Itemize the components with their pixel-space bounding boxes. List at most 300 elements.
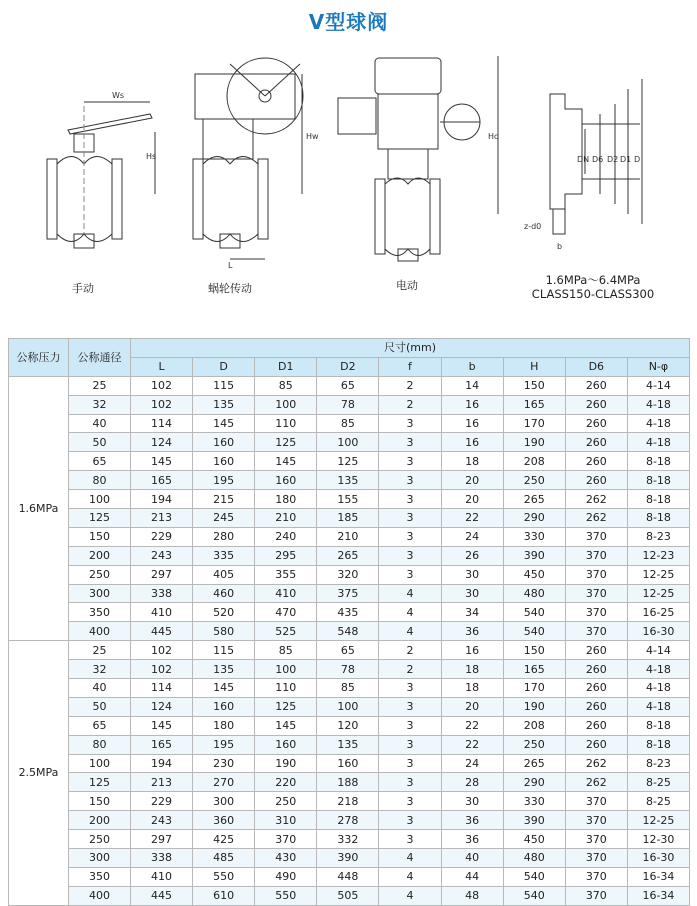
table-row	[9, 830, 690, 849]
caption-electric: 电动	[396, 279, 418, 292]
dimension-cell: 3	[379, 811, 441, 830]
nominal-diameter-cell: 150	[69, 527, 131, 546]
dimension-cell: 338	[131, 584, 193, 603]
nominal-diameter-cell: 300	[69, 849, 131, 868]
dimension-cell: 250	[503, 471, 565, 490]
dimension-cell: 44	[441, 867, 503, 886]
dimension-cell: 195	[193, 471, 255, 490]
dimension-cell: 16-25	[627, 603, 689, 622]
dimension-cell: 540	[503, 622, 565, 641]
dimension-cell: 2	[379, 376, 441, 395]
dimension-cell: 4-18	[627, 433, 689, 452]
dimension-cell: 4	[379, 867, 441, 886]
dimension-cell: 338	[131, 849, 193, 868]
table-row	[9, 490, 690, 509]
worm-gear-valve-drawing	[193, 58, 303, 259]
dimension-cell: 260	[565, 716, 627, 735]
dimension-cell: 580	[193, 622, 255, 641]
dimension-cell: 208	[503, 452, 565, 471]
dimension-cell: 78	[317, 660, 379, 679]
dimension-cell: 213	[131, 773, 193, 792]
dimension-cell: 265	[503, 490, 565, 509]
dimension-cell: 280	[193, 527, 255, 546]
dimension-cell: 370	[565, 584, 627, 603]
dimension-cell: 36	[441, 811, 503, 830]
dimension-cell: 16-34	[627, 867, 689, 886]
dimension-cell: 3	[379, 830, 441, 849]
table-row	[9, 716, 690, 735]
dimension-cell: 525	[255, 622, 317, 641]
dimension-cell: 3	[379, 716, 441, 735]
dimension-cell: 405	[193, 565, 255, 584]
dimension-cell: 260	[565, 376, 627, 395]
dimension-cell: 262	[565, 490, 627, 509]
nominal-diameter-cell: 200	[69, 546, 131, 565]
dimension-cell: 160	[317, 754, 379, 773]
header-nominal-diameter: 公称通径	[69, 339, 131, 377]
table-row	[9, 641, 690, 660]
dim-label: z-d0	[524, 222, 542, 231]
dimension-cell: 12-30	[627, 830, 689, 849]
header-pressure: 公称压力	[9, 339, 69, 377]
table-row	[9, 546, 690, 565]
dimension-cell: 215	[193, 490, 255, 509]
dimension-cell: 188	[317, 773, 379, 792]
column-header: N-φ	[627, 357, 689, 376]
dimension-cell: 8-18	[627, 509, 689, 528]
dimension-cell: 145	[255, 716, 317, 735]
dimension-cell: 160	[255, 735, 317, 754]
table-row	[9, 376, 690, 395]
header-dimensions: 尺寸(mm)	[131, 339, 690, 358]
dimension-cell: 250	[503, 735, 565, 754]
dimension-cell: 520	[193, 603, 255, 622]
dimension-cell: 135	[317, 735, 379, 754]
dimension-cell: 3	[379, 679, 441, 698]
dimension-cell: 16	[441, 641, 503, 660]
dimension-cell: 360	[193, 811, 255, 830]
dimension-cell: 260	[565, 697, 627, 716]
dimension-cell: 435	[317, 603, 379, 622]
dimension-cell: 430	[255, 849, 317, 868]
dimension-cell: 14	[441, 376, 503, 395]
dimension-cell: 4-14	[627, 376, 689, 395]
dimension-cell: 370	[565, 849, 627, 868]
dimension-cell: 65	[317, 376, 379, 395]
dimension-cell: 20	[441, 490, 503, 509]
dimension-cell: 102	[131, 641, 193, 660]
nominal-diameter-cell: 65	[69, 716, 131, 735]
dimension-cell: 2	[379, 660, 441, 679]
dimension-cell: 8-18	[627, 735, 689, 754]
dimension-cell: 355	[255, 565, 317, 584]
dimension-cell: 3	[379, 697, 441, 716]
column-header: L	[131, 357, 193, 376]
table-row	[9, 471, 690, 490]
dimension-cell: 260	[565, 679, 627, 698]
dimension-cell: 8-18	[627, 490, 689, 509]
dimension-cell: 114	[131, 679, 193, 698]
dimension-cell: 145	[255, 452, 317, 471]
dimension-cell: 160	[255, 471, 317, 490]
column-header: b	[441, 357, 503, 376]
dimension-cell: 102	[131, 395, 193, 414]
dimension-cell: 4-18	[627, 660, 689, 679]
dimension-cell: 4-18	[627, 697, 689, 716]
dimension-cell: 135	[317, 471, 379, 490]
dimension-cell: 370	[565, 811, 627, 830]
dimension-cell: 24	[441, 527, 503, 546]
dim-label: D6	[592, 155, 604, 164]
dimension-cell: 170	[503, 679, 565, 698]
dimension-cell: 3	[379, 735, 441, 754]
nominal-diameter-cell: 25	[69, 641, 131, 660]
dimension-cell: 243	[131, 811, 193, 830]
dimension-cell: 390	[503, 546, 565, 565]
dimension-cell: 370	[565, 886, 627, 905]
valve-drawings	[0, 34, 697, 304]
dimension-cell: 24	[441, 754, 503, 773]
table-row	[9, 697, 690, 716]
dimension-cell: 3	[379, 433, 441, 452]
dimension-cell: 40	[441, 849, 503, 868]
dimension-cell: 425	[193, 830, 255, 849]
manual-valve-drawing	[47, 102, 155, 248]
nominal-diameter-cell: 40	[69, 679, 131, 698]
dimension-cell: 4	[379, 886, 441, 905]
dimension-cell: 12-25	[627, 811, 689, 830]
dimension-cell: 229	[131, 792, 193, 811]
nominal-diameter-cell: 80	[69, 471, 131, 490]
dimension-cell: 210	[255, 509, 317, 528]
nominal-diameter-cell: 200	[69, 811, 131, 830]
column-header: f	[379, 357, 441, 376]
dimension-cell: 114	[131, 414, 193, 433]
dimension-cell: 48	[441, 886, 503, 905]
dimension-cell: 150	[503, 641, 565, 660]
dimension-cell: 135	[193, 660, 255, 679]
dimension-cell: 218	[317, 792, 379, 811]
dimension-cell: 16-30	[627, 622, 689, 641]
dimension-cell: 370	[565, 565, 627, 584]
dimension-cell: 3	[379, 452, 441, 471]
dimension-cell: 260	[565, 641, 627, 660]
dimension-cell: 2	[379, 641, 441, 660]
dimension-cell: 210	[317, 527, 379, 546]
dimension-cell: 65	[317, 641, 379, 660]
dimension-cell: 2	[379, 395, 441, 414]
dimension-cell: 135	[193, 395, 255, 414]
dimension-cell: 260	[565, 433, 627, 452]
dimension-cell: 16	[441, 414, 503, 433]
dimension-cell: 470	[255, 603, 317, 622]
dimension-cell: 240	[255, 527, 317, 546]
dimension-cell: 160	[193, 452, 255, 471]
dimension-cell: 550	[255, 886, 317, 905]
dimension-cell: 480	[503, 849, 565, 868]
dimension-cell: 22	[441, 509, 503, 528]
dimension-cell: 335	[193, 546, 255, 565]
caption-worm-gear: 蜗轮传动	[208, 282, 252, 295]
nominal-diameter-cell: 350	[69, 603, 131, 622]
dimension-cell: 8-25	[627, 792, 689, 811]
dim-label: Hd	[488, 132, 500, 141]
dimension-cell: 3	[379, 509, 441, 528]
dimension-cell: 12-25	[627, 565, 689, 584]
dimension-cell: 18	[441, 452, 503, 471]
nominal-diameter-cell: 300	[69, 584, 131, 603]
table-row	[9, 849, 690, 868]
nominal-diameter-cell: 150	[69, 792, 131, 811]
dimension-cell: 480	[503, 584, 565, 603]
dimension-cell: 85	[255, 376, 317, 395]
dimension-cell: 297	[131, 565, 193, 584]
dimension-cell: 34	[441, 603, 503, 622]
dim-label: b	[557, 242, 563, 251]
nominal-diameter-cell: 250	[69, 565, 131, 584]
dimension-cell: 229	[131, 527, 193, 546]
dimension-cell: 550	[193, 867, 255, 886]
dimension-cell: 125	[255, 697, 317, 716]
dimension-cell: 390	[503, 811, 565, 830]
dimension-cell: 18	[441, 660, 503, 679]
dimension-cell: 4	[379, 584, 441, 603]
nominal-diameter-cell: 32	[69, 660, 131, 679]
dimension-cell: 8-25	[627, 773, 689, 792]
dim-label: Ws	[112, 91, 125, 100]
dimension-cell: 208	[503, 716, 565, 735]
table-row	[9, 622, 690, 641]
dimension-cell: 448	[317, 867, 379, 886]
dimension-cell: 22	[441, 735, 503, 754]
dimension-cell: 160	[193, 433, 255, 452]
dimension-cell: 260	[565, 395, 627, 414]
dimension-cell: 260	[565, 414, 627, 433]
dimension-cell: 540	[503, 603, 565, 622]
dimension-cell: 370	[565, 867, 627, 886]
dimension-cell: 410	[255, 584, 317, 603]
dimension-cell: 145	[131, 452, 193, 471]
dimension-cell: 370	[565, 792, 627, 811]
table-row	[9, 509, 690, 528]
page-title: V型球阀	[308, 10, 389, 34]
dimension-cell: 260	[565, 452, 627, 471]
dimension-cell: 4	[379, 603, 441, 622]
table-row	[9, 735, 690, 754]
dimension-cell: 194	[131, 490, 193, 509]
dimension-cell: 250	[255, 792, 317, 811]
table-row	[9, 452, 690, 471]
dimension-cell: 445	[131, 622, 193, 641]
column-header: H	[503, 357, 565, 376]
dimension-cell: 3	[379, 471, 441, 490]
dimension-cell: 194	[131, 754, 193, 773]
nominal-diameter-cell: 400	[69, 622, 131, 641]
dim-label: D	[634, 155, 641, 164]
table-row	[9, 792, 690, 811]
column-header: D1	[255, 357, 317, 376]
dimension-cell: 3	[379, 490, 441, 509]
dimension-cell: 145	[131, 716, 193, 735]
nominal-diameter-cell: 50	[69, 697, 131, 716]
dim-label: D1	[620, 155, 632, 164]
column-header: D	[193, 357, 255, 376]
dimension-cell: 262	[565, 773, 627, 792]
dimension-cell: 85	[317, 414, 379, 433]
dimension-cell: 3	[379, 527, 441, 546]
nominal-diameter-cell: 125	[69, 773, 131, 792]
dimension-cell: 245	[193, 509, 255, 528]
nominal-diameter-cell: 25	[69, 376, 131, 395]
dimension-cell: 3	[379, 754, 441, 773]
dimension-cell: 36	[441, 830, 503, 849]
caption-manual: 手动	[72, 282, 94, 295]
class-range-label: CLASS150-CLASS300	[531, 287, 655, 301]
table-row	[9, 811, 690, 830]
table-row	[9, 584, 690, 603]
dimension-cell: 124	[131, 433, 193, 452]
dimension-cell: 190	[503, 697, 565, 716]
dimension-cell: 115	[193, 376, 255, 395]
dimension-cell: 4-18	[627, 679, 689, 698]
pressure-cell: 2.5MPa	[9, 641, 69, 905]
dimension-cell: 3	[379, 546, 441, 565]
table-row	[9, 527, 690, 546]
dimension-cell: 20	[441, 697, 503, 716]
dimension-cell: 278	[317, 811, 379, 830]
dimension-cell: 30	[441, 584, 503, 603]
dimension-cell: 490	[255, 867, 317, 886]
dimension-cell: 270	[193, 773, 255, 792]
dimension-cell: 265	[317, 546, 379, 565]
dimension-cell: 16-30	[627, 849, 689, 868]
table-row	[9, 867, 690, 886]
dimension-cell: 262	[565, 509, 627, 528]
dimension-cell: 155	[317, 490, 379, 509]
dim-label: DN	[577, 155, 590, 164]
dimension-cell: 124	[131, 697, 193, 716]
dimension-cell: 145	[193, 414, 255, 433]
dimension-cell: 160	[193, 697, 255, 716]
dimension-cell: 16	[441, 395, 503, 414]
dimension-cell: 450	[503, 565, 565, 584]
dimension-cell: 265	[503, 754, 565, 773]
dimension-cell: 78	[317, 395, 379, 414]
dimension-cell: 100	[317, 697, 379, 716]
dimension-cell: 190	[503, 433, 565, 452]
dim-label: Hs	[146, 152, 157, 161]
dimension-cell: 260	[565, 471, 627, 490]
dimension-cell: 3	[379, 773, 441, 792]
dimension-cell: 3	[379, 792, 441, 811]
dimension-cell: 8-18	[627, 471, 689, 490]
dimension-cell: 125	[317, 452, 379, 471]
dimension-cell: 370	[565, 622, 627, 641]
nominal-diameter-cell: 40	[69, 414, 131, 433]
nominal-diameter-cell: 80	[69, 735, 131, 754]
dimension-cell: 4	[379, 622, 441, 641]
dimension-cell: 4-18	[627, 395, 689, 414]
dimension-cell: 320	[317, 565, 379, 584]
dimension-cell: 300	[193, 792, 255, 811]
dimension-cell: 125	[255, 433, 317, 452]
dimension-cell: 370	[565, 603, 627, 622]
dimension-cell: 100	[317, 433, 379, 452]
dimension-cell: 85	[255, 641, 317, 660]
column-header: D2	[317, 357, 379, 376]
table-row	[9, 773, 690, 792]
dimension-cell: 195	[193, 735, 255, 754]
dimension-cell: 8-18	[627, 452, 689, 471]
dimension-cell: 12-23	[627, 546, 689, 565]
nominal-diameter-cell: 125	[69, 509, 131, 528]
dimension-cell: 445	[131, 886, 193, 905]
dimension-cell: 190	[255, 754, 317, 773]
dimension-cell: 8-18	[627, 716, 689, 735]
dimension-cell: 213	[131, 509, 193, 528]
dimension-cell: 36	[441, 622, 503, 641]
table-row	[9, 395, 690, 414]
dimension-cell: 485	[193, 849, 255, 868]
dimension-cell: 332	[317, 830, 379, 849]
dimension-cell: 297	[131, 830, 193, 849]
dimension-cell: 180	[255, 490, 317, 509]
dimension-cell: 150	[503, 376, 565, 395]
dimension-cell: 85	[317, 679, 379, 698]
table-row	[9, 660, 690, 679]
dimension-cell: 450	[503, 830, 565, 849]
dimension-cell: 8-23	[627, 527, 689, 546]
dimension-cell: 505	[317, 886, 379, 905]
dimension-cell: 12-25	[627, 584, 689, 603]
dimension-cell: 548	[317, 622, 379, 641]
dimension-cell: 120	[317, 716, 379, 735]
dimension-cell: 170	[503, 414, 565, 433]
dimension-cell: 370	[565, 830, 627, 849]
dimension-cell: 390	[317, 849, 379, 868]
dimension-cell: 100	[255, 395, 317, 414]
dimension-cell: 230	[193, 754, 255, 773]
dimension-cell: 290	[503, 509, 565, 528]
dimension-cell: 180	[193, 716, 255, 735]
dimension-cell: 375	[317, 584, 379, 603]
dimension-cell: 330	[503, 792, 565, 811]
table-row	[9, 754, 690, 773]
table-row	[9, 886, 690, 905]
dimension-cell: 220	[255, 773, 317, 792]
dimension-cell: 145	[193, 679, 255, 698]
dimension-cell: 30	[441, 565, 503, 584]
dimension-cell: 540	[503, 867, 565, 886]
table-row	[9, 603, 690, 622]
dimension-cell: 370	[565, 527, 627, 546]
dimension-cell: 165	[503, 395, 565, 414]
table-row	[9, 565, 690, 584]
dimension-cell: 290	[503, 773, 565, 792]
dimension-cell: 243	[131, 546, 193, 565]
dimension-cell: 3	[379, 565, 441, 584]
dimension-cell: 4-18	[627, 414, 689, 433]
dimension-cell: 18	[441, 679, 503, 698]
nominal-diameter-cell: 350	[69, 867, 131, 886]
table-row	[9, 433, 690, 452]
dimension-cell: 100	[255, 660, 317, 679]
dimension-cell: 102	[131, 376, 193, 395]
dimension-cell: 165	[131, 471, 193, 490]
dim-label: Hw	[306, 132, 319, 141]
dimension-cell: 26	[441, 546, 503, 565]
dimension-cell: 460	[193, 584, 255, 603]
